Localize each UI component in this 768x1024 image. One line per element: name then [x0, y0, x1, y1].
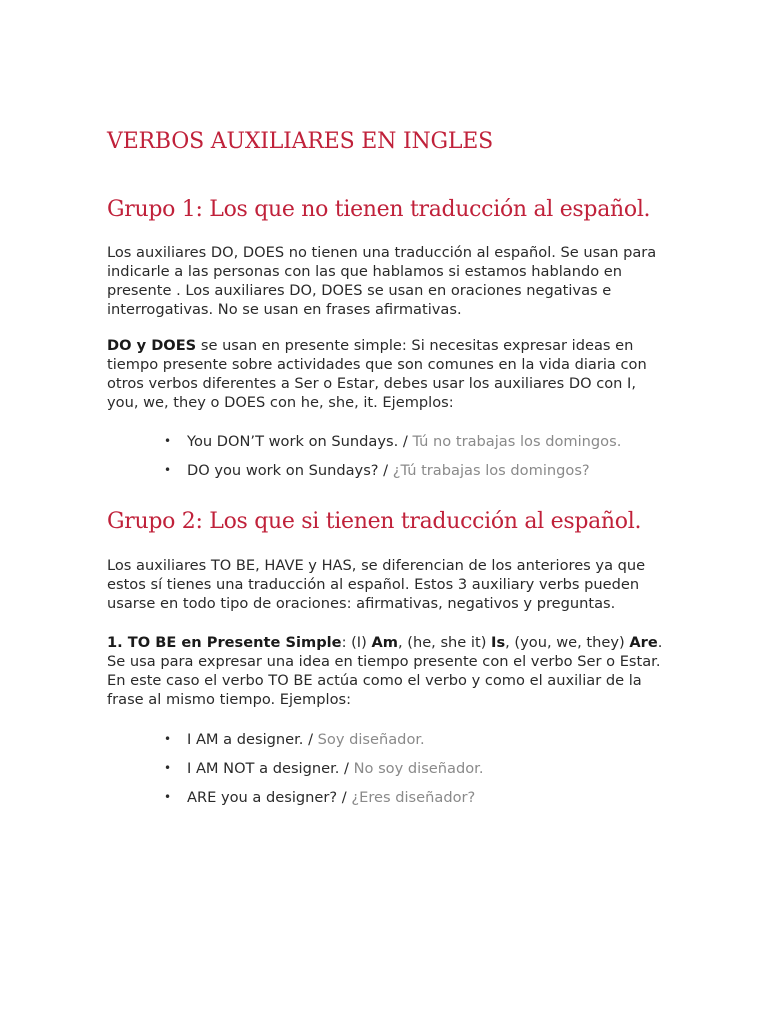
group2-paragraph-1: Los auxiliares TO BE, HAVE y HAS, se diferencian de los anteriores ya que estos sí tienes una traducción al español. Estos 3 auxiliary verbs pueden usarse en todo tipo de oraciones: afirmativas, negativos y preguntas.	[107, 557, 646, 612]
is-bold: Is	[491, 634, 506, 651]
example-spanish: No soy diseñador.	[353, 760, 484, 777]
paragraph-text: . Se usa para expresar una idea en tiempo presente con el verbo Ser o Estar. En este caso el verbo TO BE actúa como el verbo y como el auxiliar de la frase al mismo tiempo. Ejemplos:	[107, 634, 663, 708]
am-bold: Am	[371, 634, 398, 651]
example-english: You DON’T work on Sundays. /	[187, 433, 413, 450]
document-content	[107, 127, 667, 812]
example-spanish: Tú no trabajas los domingos.	[412, 433, 622, 450]
are-bold: Are	[629, 634, 658, 651]
list-item	[107, 783, 667, 812]
bullet-icon: •	[164, 732, 172, 746]
document-title: VERBOS AUXILIARES EN INGLES	[107, 129, 494, 154]
do-does-bold: DO y DOES	[107, 337, 197, 354]
bullet-icon: •	[164, 790, 172, 804]
paragraph-text: , (you, we, they)	[505, 634, 630, 651]
bullet-icon: •	[164, 434, 172, 448]
paragraph-text: , (he, she it)	[397, 634, 492, 651]
paragraph-text: : (I)	[341, 634, 372, 651]
group1-heading: Grupo 1: Los que no tienen traducción al español.	[107, 197, 651, 222]
list-item	[107, 754, 667, 783]
group1-paragraph-1: Los auxiliares DO, DOES no tienen una traducción al español. Se usan para indicarle a las personas con las que hablamos si estamos hablando en presente . Los auxiliares DO, DOES se usan en oraciones negativas e interrogativas. No se usan en frases afirmativas.	[107, 244, 657, 318]
example-english: ARE you a designer? /	[187, 789, 352, 806]
bullet-icon: •	[164, 463, 172, 477]
bullet-icon: •	[164, 761, 172, 775]
list-item	[107, 456, 667, 485]
example-spanish: Soy diseñador.	[317, 731, 425, 748]
to-be-heading-bold: 1. TO BE en Presente Simple	[107, 634, 342, 651]
example-english: I AM NOT a designer. /	[187, 760, 354, 777]
group2-paragraph-2	[107, 633, 667, 709]
group1-paragraph-2-text: se usan en presente simple: Si necesitas expresar ideas en tiempo presente sobre actividades que son comunes en la vida diaria con otros verbos diferentes a Ser o Estar, debes usar los auxiliares DO con I, you, we, they o DOES con he, she, it. Ejemplos:	[107, 337, 647, 411]
group1-paragraph-2	[107, 336, 667, 412]
list-item	[107, 427, 667, 456]
example-english: I AM a designer. /	[187, 731, 318, 748]
example-spanish: ¿Eres diseñador?	[351, 789, 476, 806]
group2-heading: Grupo 2: Los que si tienen traducción al español.	[107, 509, 642, 534]
group2-examples-list	[107, 725, 667, 812]
example-spanish: ¿Tú trabajas los domingos?	[392, 462, 590, 479]
list-item	[107, 725, 667, 754]
example-english: DO you work on Sundays? /	[187, 462, 393, 479]
group1-examples-list	[107, 427, 667, 485]
